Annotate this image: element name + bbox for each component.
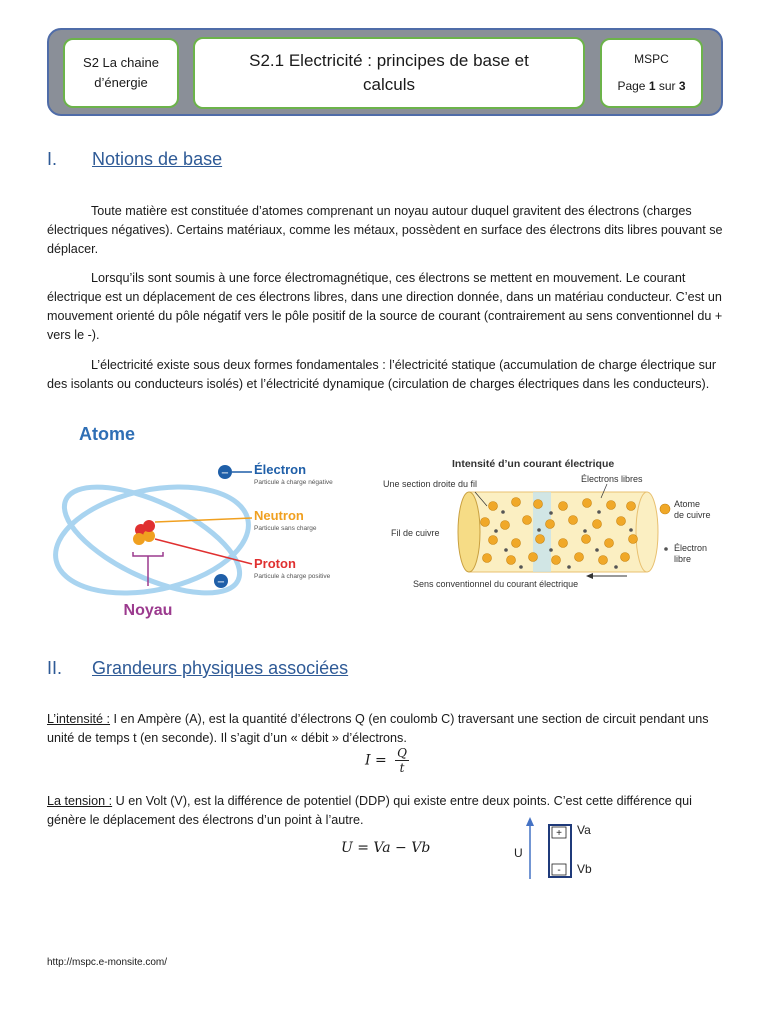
- electron-label: Électron: [254, 462, 307, 477]
- neutron-label: Neutron: [254, 508, 304, 523]
- section-2-number: II.: [47, 658, 63, 678]
- brand-label: MSPC: [634, 52, 669, 66]
- title-line-1: S2.1 Electricité : principes de base et: [249, 51, 529, 70]
- voltage-arrow-head: [526, 817, 534, 826]
- voltage-u-label: U: [514, 846, 523, 860]
- vb-label: Vb: [577, 862, 592, 876]
- page-total: 3: [678, 79, 686, 93]
- copper-atom-legend-icon: [660, 504, 670, 514]
- free-electron-legend-icon: [664, 547, 668, 551]
- formula-i-lhs: I =: [365, 752, 387, 769]
- proton-sublabel: Particule à charge positive: [254, 573, 331, 580]
- formula-i-denominator: t: [399, 761, 405, 775]
- chapter-box: [63, 38, 179, 108]
- proton-2-icon: [143, 520, 155, 532]
- page-header: [47, 28, 723, 116]
- atom-diagram: [47, 418, 352, 628]
- section-2-heading: [47, 658, 447, 682]
- tension-paragraph: [47, 792, 723, 830]
- footer-url: http://mspc.e-monsite.com/: [47, 957, 168, 968]
- free-electron-line-1: Électron: [674, 543, 708, 553]
- tension-term: La tension :: [47, 794, 113, 808]
- section-label: Une section droite du fil: [383, 479, 478, 489]
- paragraph-1-text: Toute matière est constituée d’atomes comprenant un noyau autour duquel gravitent des électrons (charges électriques négatives). Certains matériaux, comme les métaux, possèdent en surface des électrons dits libres pouvant se déplacer.: [47, 204, 723, 256]
- paragraph-1: [47, 202, 723, 259]
- current-direction-arrow: [586, 573, 593, 579]
- va-label: Va: [577, 823, 591, 837]
- paragraph-3-text: L’électricité existe sous deux formes fondamentales : l’électricité statique (accumulation de charge électrique sur des isolants ou conducteurs isolés) et l’électricité dynamique (circulation de charges électriques dans les conducteurs).: [47, 358, 717, 391]
- page-mid: sur: [655, 79, 679, 93]
- current-diagram: [375, 440, 730, 600]
- free-electron-line-2: libre: [674, 554, 692, 564]
- intensity-term: L’intensité :: [47, 712, 111, 726]
- current-direction-label: Sens conventionnel du courant électrique: [413, 579, 579, 589]
- formula-tension: U = Va − Vb: [341, 840, 431, 856]
- nucleus-label: Noyau: [123, 602, 173, 619]
- chapter-line-2: d’énergie: [94, 75, 148, 90]
- title-box: [193, 37, 585, 109]
- proton-label: Proton: [254, 556, 296, 571]
- page-prefix: Page: [617, 79, 649, 93]
- wire-end: [458, 492, 480, 572]
- copper-atom-line-2: de cuivre: [674, 510, 711, 520]
- plus-terminal: +: [556, 828, 562, 839]
- copper-atom-line-1: Atome: [674, 499, 701, 509]
- chapter-line-1: S2 La chaine: [83, 55, 159, 70]
- free-electrons-label: Électrons libres: [581, 474, 643, 484]
- wire-label: Fil de cuivre: [391, 528, 440, 538]
- section-1-heading: [47, 149, 447, 173]
- paragraph-2: [47, 269, 723, 345]
- paragraph-2-text: Lorsqu’ils sont soumis à une force électromagnétique, ces électrons se mettent en mouvement. Le courant électrique est un déplacement de ces électrons libres, dans une direction donnée, dans un matériau conducteur. C’est un mouvement orienté du pôle négatif vers le pôle positif de la source de courant (contrairement au sens conventionnel du + vers le -).: [47, 271, 723, 342]
- voltage-diagram: [510, 815, 610, 885]
- svg-text:−: −: [220, 468, 230, 479]
- paragraph-3: [47, 356, 723, 394]
- tension-text: U en Volt (V), est la différence de potentiel (DDP) qui existe entre deux points. C’est cette différence qui génère le déplacement des électrons d’un point à l’autre.: [47, 794, 692, 827]
- page-info-box: [600, 38, 703, 108]
- intensity-paragraph: [47, 710, 723, 748]
- formula-i-numerator: Q: [397, 746, 408, 760]
- page-current: 1: [648, 79, 656, 93]
- section-2-title: Grandeurs physiques associées: [92, 658, 349, 678]
- section-1-title: Notions de base: [92, 149, 223, 169]
- electron-sublabel: Particule à charge négative: [254, 479, 333, 486]
- neutron-2-icon: [133, 533, 145, 545]
- formula-intensity: [365, 746, 409, 775]
- title-line-2: calculs: [363, 75, 415, 94]
- atom-title: Atome: [79, 424, 136, 444]
- svg-text:−: −: [216, 577, 226, 588]
- current-title: Intensité d’un courant électrique: [452, 458, 615, 470]
- page-number: [617, 78, 685, 95]
- intensity-text: I en Ampère (A), est la quantité d’électrons Q (en coulomb C) traversant une section de circuit pendant uns unité de temps t (en seconde). Il s’agit d’un « débit » d’électrons.: [47, 712, 709, 745]
- nucleus-bracket: [133, 552, 163, 586]
- minus-terminal: -: [557, 865, 561, 876]
- neutron-sublabel: Particule sans charge: [254, 525, 317, 532]
- section-1-number: I.: [47, 149, 58, 169]
